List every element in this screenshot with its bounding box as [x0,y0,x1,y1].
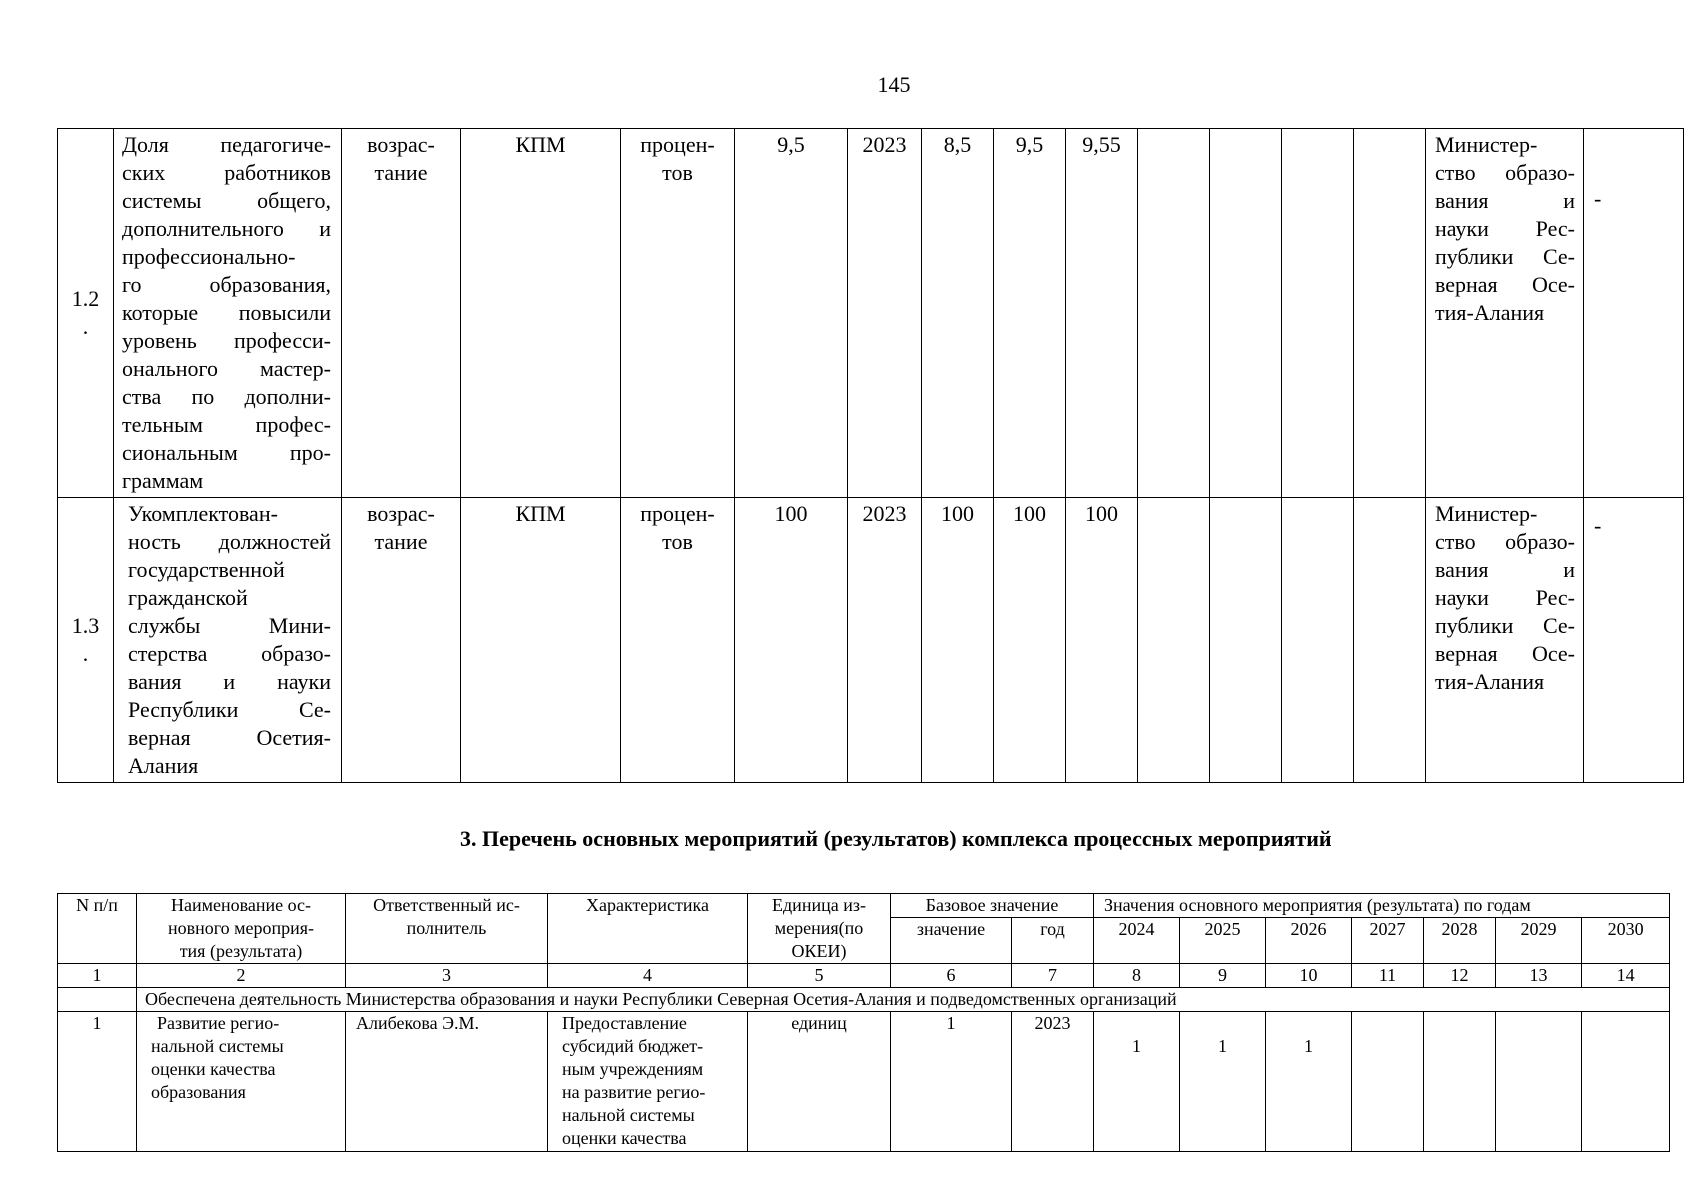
unit-cell: единиц [748,1012,891,1152]
measure-number-cell: 1 [58,1012,137,1152]
value-2027-cell [1138,129,1210,498]
value-2029-cell [1282,129,1354,498]
value-2024-cell: 100 [922,498,994,783]
column-index: 10 [1266,964,1352,988]
responsible-org-cell: Министер- ство образо- вания и науки Рес- публики Се- верная Осе- тия-Алания [1426,498,1584,783]
direction-cell: возрас- тание [342,498,461,783]
row-number-cell: 1.2 . [58,129,114,498]
base-year-cell: 2023 [1012,1012,1094,1152]
column-index: 3 [346,964,548,988]
header-year-2024: 2024 [1094,918,1180,964]
column-index: 13 [1496,964,1582,988]
column-index: 5 [748,964,891,988]
base-value-cell: 1 [891,1012,1012,1152]
column-index: 6 [891,964,1012,988]
group-title-spacer [58,988,137,1012]
header-row [58,894,1670,918]
header-base-group: Базовое значение [891,894,1094,918]
column-index: 8 [1094,964,1180,988]
value-2027-cell [1352,1012,1424,1152]
value-2025-cell: 1 [1180,1012,1266,1152]
section-heading: 3. Перечень основных мероприятий (результатов) комплекса процессных мероприятий [460,826,1332,851]
column-index: 12 [1424,964,1496,988]
value-2024-cell: 8,5 [922,129,994,498]
base-year-cell: 2023 [848,129,922,498]
level-cell: КПМ [461,498,621,783]
value-2027-cell [1138,498,1210,783]
value-2029-cell [1282,498,1354,783]
header-name: Наименование ос- новного мероприя- тия (результата) [137,894,346,964]
value-2029-cell [1496,1012,1582,1152]
direction-cell: возрас- тание [342,129,461,498]
base-value-cell: 100 [735,498,848,783]
value-2028-cell [1424,1012,1496,1152]
responsible-org-cell: Министер- ство образо- вания и науки Рес- публики Се- верная Осе- тия-Алания [1426,129,1584,498]
column-index: 9 [1180,964,1266,988]
header-years-group: Значения основного мероприятия (результата) по годам [1094,894,1670,918]
header-num: N п/п [58,894,137,964]
header-responsible: Ответственный ис- полнитель [346,894,548,964]
column-index: 2 [137,964,346,988]
value-2026-cell: 100 [1066,498,1138,783]
base-value-cell: 9,5 [735,129,848,498]
table-row [58,129,1684,498]
value-2030-cell [1354,129,1426,498]
column-index: 7 [1012,964,1094,988]
header-year-2026: 2026 [1266,918,1352,964]
column-index: 4 [548,964,748,988]
group-title-row [58,988,1670,1012]
header-year-2027: 2027 [1352,918,1424,964]
group-title: Обеспечена деятельность Министерства образования и науки Республики Северная Осетия-Алания и подведомственных организаций [137,988,1670,1012]
measure-name-cell: Развитие регио- нальной системы оценки качества образования [137,1012,346,1152]
header-year-2028: 2028 [1424,918,1496,964]
value-2028-cell [1210,498,1282,783]
header-base-value: значение [891,918,1012,964]
value-2026-cell: 9,55 [1066,129,1138,498]
responsible-cell: Алибекова Э.М. [346,1012,548,1152]
header-year-2029: 2029 [1496,918,1582,964]
base-year-cell: 2023 [848,498,922,783]
column-index: 14 [1582,964,1670,988]
column-index: 1 [58,964,137,988]
measures-table [57,893,1670,1152]
value-2030-cell [1582,1012,1670,1152]
value-2026-cell: 1 [1266,1012,1352,1152]
column-index-row [58,964,1670,988]
header-characteristic: Характеристика [548,894,748,964]
page-number: 145 [877,72,911,97]
unit-cell: процен- тов [621,129,735,498]
indicators-table [57,128,1684,783]
info-system-cell: - [1584,129,1684,498]
value-2030-cell [1354,498,1426,783]
info-system-cell: - [1584,498,1684,783]
table-row [58,498,1684,783]
value-2028-cell [1210,129,1282,498]
column-index: 11 [1352,964,1424,988]
characteristic-cell: Предоставление субсидий бюджет- ным учреждениям на развитие регио- нальной системы оценки качества [548,1012,748,1152]
value-2024-cell: 1 [1094,1012,1180,1152]
table-row [58,1012,1670,1152]
row-number-cell: 1.3 . [58,498,114,783]
header-year-2025: 2025 [1180,918,1266,964]
header-year-2030: 2030 [1582,918,1670,964]
header-base-year: год [1012,918,1094,964]
indicator-name-cell: Укомплектован- ность должностей государственной гражданской службы Мини- стерства образо- вания и науки Республики Се- верная Осетия- Алания [114,498,342,783]
header-unit: Единица из- мерения(по ОКЕИ) [748,894,891,964]
level-cell: КПМ [461,129,621,498]
value-2025-cell: 9,5 [994,129,1066,498]
value-2025-cell: 100 [994,498,1066,783]
indicator-name-cell: Доля педагогиче- ских работников системы общего, дополнительного и профессионально- го образования, которые повысили уровень професси- онального мастер- ства по дополни- тельным профес- сиональным про- граммам [114,129,342,498]
unit-cell: процен- тов [621,498,735,783]
